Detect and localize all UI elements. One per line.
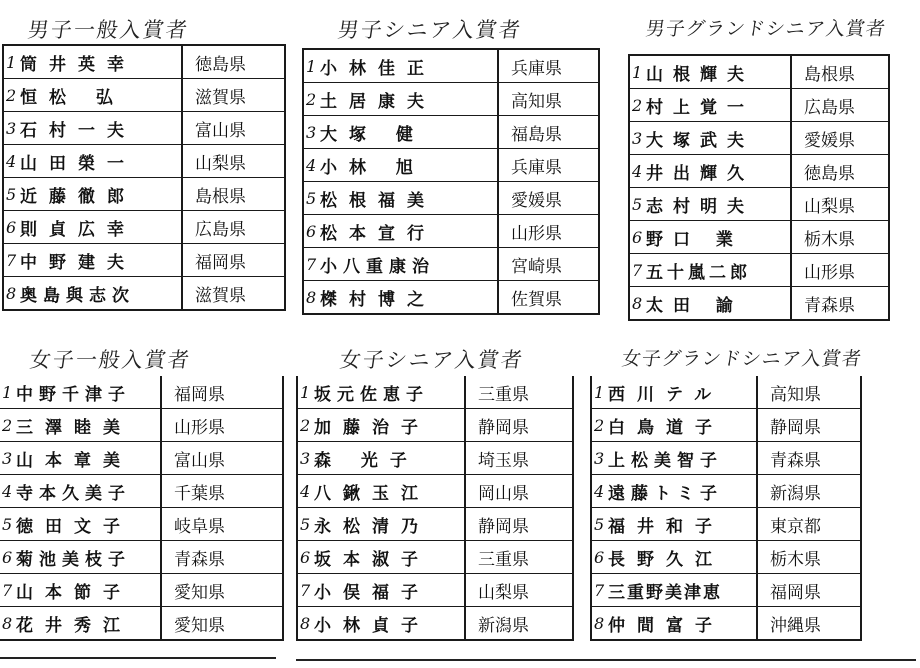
table-row bbox=[591, 574, 861, 607]
prefecture: 栃木県 bbox=[757, 541, 861, 574]
entrant-name: 山本章美 bbox=[16, 450, 132, 471]
rank-number: 7 bbox=[306, 254, 317, 274]
table-row bbox=[629, 89, 889, 122]
rank-number: 4 bbox=[2, 481, 13, 501]
entrant-name: 恒松 弘 bbox=[20, 87, 125, 108]
entrant-name: 井出輝久 bbox=[646, 163, 754, 184]
prefecture: 兵庫県 bbox=[498, 49, 599, 83]
entrant-name: 小八重康治 bbox=[320, 256, 435, 277]
rank-number: 5 bbox=[632, 194, 643, 214]
rank-number: 7 bbox=[594, 580, 605, 600]
entrant-name: 大塚 健 bbox=[320, 124, 425, 145]
table-row bbox=[297, 475, 573, 508]
entrant-name: 筒井英幸 bbox=[20, 54, 136, 75]
entrant-name: 長野久江 bbox=[608, 549, 724, 570]
table-row bbox=[591, 376, 861, 409]
prefecture: 静岡県 bbox=[465, 508, 573, 541]
entrant-name: 松根福美 bbox=[320, 190, 436, 211]
rank-number: 2 bbox=[594, 415, 605, 435]
table-row bbox=[591, 409, 861, 442]
rank-number: 2 bbox=[300, 415, 311, 435]
prefecture: 青森県 bbox=[804, 295, 855, 316]
rank-number: 2 bbox=[632, 95, 643, 115]
entrant-name: 松本宣行 bbox=[320, 223, 436, 244]
entrant-name: 花井秀江 bbox=[16, 615, 132, 636]
entrant-name: 森 光子 bbox=[314, 450, 419, 471]
rank-number: 4 bbox=[306, 155, 317, 175]
prefecture: 福島県 bbox=[498, 116, 599, 149]
rank-number: 6 bbox=[306, 221, 317, 241]
prefecture: 愛媛県 bbox=[498, 182, 599, 215]
table-row bbox=[591, 607, 861, 641]
prefecture: 佐賀県 bbox=[511, 289, 562, 310]
rank-number: 5 bbox=[594, 514, 605, 534]
entrant-name: 永松清乃 bbox=[314, 516, 430, 537]
table-row bbox=[303, 215, 599, 248]
prefecture: 静岡県 bbox=[757, 409, 861, 442]
table-row bbox=[303, 248, 599, 281]
entrant-name: 白鳥道子 bbox=[608, 417, 724, 438]
prefecture: 東京都 bbox=[757, 508, 861, 541]
entrant-name: 中野建夫 bbox=[20, 252, 136, 273]
rank-number: 1 bbox=[594, 382, 605, 402]
table-row bbox=[0, 508, 283, 541]
table-row bbox=[297, 442, 573, 475]
entrant-name: 山田榮一 bbox=[20, 153, 136, 174]
entrant-name: 坂元佐恵子 bbox=[314, 384, 429, 405]
table-row bbox=[3, 244, 285, 277]
table-row bbox=[629, 122, 889, 155]
prefecture: 愛知県 bbox=[174, 615, 225, 636]
bottom-rule bbox=[0, 657, 276, 659]
panel-title: 女子一般入賞者 bbox=[28, 348, 193, 372]
results-table bbox=[0, 376, 284, 641]
rank-number: 3 bbox=[300, 448, 311, 468]
rank-number: 1 bbox=[306, 56, 317, 76]
prefecture: 山梨県 bbox=[182, 145, 285, 178]
table-row bbox=[3, 112, 285, 145]
results-table bbox=[296, 376, 574, 641]
table-row bbox=[591, 541, 861, 574]
table-row bbox=[0, 607, 283, 641]
entrant-name: 小林貞子 bbox=[314, 615, 430, 636]
rank-number: 3 bbox=[594, 448, 605, 468]
rank-number: 8 bbox=[300, 613, 311, 633]
prefecture: 宮崎県 bbox=[498, 248, 599, 281]
rank-number: 4 bbox=[594, 481, 605, 501]
table-row bbox=[3, 145, 285, 178]
rank-number: 1 bbox=[632, 62, 643, 82]
entrant-name: 三重野美津恵 bbox=[608, 582, 722, 603]
entrant-name: 志村明夫 bbox=[646, 196, 754, 217]
prefecture: 富山県 bbox=[161, 442, 283, 475]
table-row bbox=[297, 574, 573, 607]
rank-number: 2 bbox=[6, 85, 17, 105]
panel-title: 女子グランドシニア入賞者 bbox=[620, 348, 864, 370]
table-row bbox=[303, 149, 599, 182]
table-row bbox=[3, 277, 285, 311]
rank-number: 8 bbox=[306, 287, 317, 307]
rank-number: 6 bbox=[300, 547, 311, 567]
rank-number: 4 bbox=[6, 151, 17, 171]
rank-number: 2 bbox=[2, 415, 13, 435]
rank-number: 6 bbox=[594, 547, 605, 567]
table-row bbox=[3, 178, 285, 211]
entrant-name: 小俣福子 bbox=[314, 582, 430, 603]
prefecture: 愛知県 bbox=[161, 574, 283, 607]
table-row bbox=[629, 254, 889, 287]
entrant-name: 加藤治子 bbox=[314, 417, 430, 438]
table-row bbox=[297, 607, 573, 641]
table-row bbox=[297, 508, 573, 541]
table-row bbox=[303, 281, 599, 315]
entrant-name: 五十嵐二郎 bbox=[646, 262, 751, 283]
rank-number: 3 bbox=[632, 128, 643, 148]
rank-number: 8 bbox=[6, 283, 17, 303]
rank-number: 5 bbox=[300, 514, 311, 534]
panel-title: 男子グランドシニア入賞者 bbox=[644, 18, 888, 40]
prefecture: 千葉県 bbox=[161, 475, 283, 508]
table-row bbox=[303, 49, 599, 83]
prefecture: 栃木県 bbox=[791, 221, 889, 254]
rank-number: 1 bbox=[300, 382, 311, 402]
table-row bbox=[0, 541, 283, 574]
prefecture: 山梨県 bbox=[791, 188, 889, 221]
rank-number: 6 bbox=[2, 547, 13, 567]
rank-number: 6 bbox=[632, 227, 643, 247]
rank-number: 7 bbox=[6, 250, 17, 270]
rank-number: 3 bbox=[2, 448, 13, 468]
prefecture: 島根県 bbox=[791, 55, 889, 89]
entrant-name: 八鍬玉江 bbox=[314, 483, 430, 504]
table-row bbox=[591, 508, 861, 541]
prefecture: 兵庫県 bbox=[498, 149, 599, 182]
table-row bbox=[629, 188, 889, 221]
prefecture: 山形県 bbox=[791, 254, 889, 287]
table-row bbox=[303, 116, 599, 149]
prefecture: 山梨県 bbox=[465, 574, 573, 607]
entrant-name: 太田 諭 bbox=[646, 295, 743, 316]
entrant-name: 仲間富子 bbox=[608, 615, 724, 636]
results-table bbox=[302, 48, 600, 315]
entrant-name: 寺本久美子 bbox=[16, 483, 131, 504]
panel-title: 女子シニア入賞者 bbox=[338, 348, 526, 372]
prefecture: 山形県 bbox=[498, 215, 599, 248]
rank-number: 5 bbox=[306, 188, 317, 208]
entrant-name: 菊池美枝子 bbox=[16, 549, 131, 570]
prefecture: 福岡県 bbox=[182, 244, 285, 277]
prefecture: 徳島県 bbox=[791, 155, 889, 188]
prefecture: 岐阜県 bbox=[161, 508, 283, 541]
prefecture: 広島県 bbox=[791, 89, 889, 122]
rank-number: 8 bbox=[632, 293, 643, 313]
entrant-name: 土居康夫 bbox=[320, 91, 436, 112]
entrant-name: 近藤徹郎 bbox=[20, 186, 136, 207]
rank-number: 4 bbox=[632, 161, 643, 181]
table-row bbox=[297, 541, 573, 574]
table-row bbox=[0, 409, 283, 442]
table-row bbox=[303, 83, 599, 116]
table-row bbox=[3, 79, 285, 112]
prefecture: 岡山県 bbox=[465, 475, 573, 508]
entrant-name: 奥島與志次 bbox=[20, 285, 135, 306]
prefecture: 山形県 bbox=[161, 409, 283, 442]
rank-number: 5 bbox=[6, 184, 17, 204]
rank-number: 1 bbox=[6, 52, 17, 72]
table-row bbox=[3, 45, 285, 79]
rank-number: 1 bbox=[2, 382, 13, 402]
table-row bbox=[0, 442, 283, 475]
entrant-name: 三澤睦美 bbox=[16, 417, 132, 438]
table-row bbox=[0, 376, 283, 409]
table-row bbox=[629, 221, 889, 254]
prefecture: 静岡県 bbox=[465, 409, 573, 442]
table-row bbox=[3, 211, 285, 244]
rank-number: 7 bbox=[300, 580, 311, 600]
rank-number: 3 bbox=[306, 122, 317, 142]
panel-title: 男子シニア入賞者 bbox=[336, 18, 524, 42]
rank-number: 5 bbox=[2, 514, 13, 534]
entrant-name: 則貞広幸 bbox=[20, 219, 136, 240]
prefecture: 島根県 bbox=[182, 178, 285, 211]
rank-number: 7 bbox=[632, 260, 643, 280]
prefecture: 高知県 bbox=[757, 376, 861, 409]
entrant-name: 中野千津子 bbox=[16, 384, 131, 405]
prefecture: 埼玉県 bbox=[465, 442, 573, 475]
prefecture: 徳島県 bbox=[182, 45, 285, 79]
table-row bbox=[297, 376, 573, 409]
entrant-name: 小林 旭 bbox=[320, 157, 425, 178]
entrant-name: 山本節子 bbox=[16, 582, 132, 603]
entrant-name: 小林佳正 bbox=[320, 58, 436, 79]
entrant-name: 石村一夫 bbox=[20, 120, 136, 141]
rank-number: 4 bbox=[300, 481, 311, 501]
entrant-name: 山根輝夫 bbox=[646, 64, 754, 85]
table-row bbox=[0, 574, 283, 607]
prefecture: 新潟県 bbox=[478, 615, 529, 636]
prefecture: 高知県 bbox=[498, 83, 599, 116]
entrant-name: 遠藤トミ子 bbox=[608, 483, 723, 504]
entrant-name: 西川テル bbox=[608, 384, 724, 405]
rank-number: 8 bbox=[594, 613, 605, 633]
rank-number: 6 bbox=[6, 217, 17, 237]
table-row bbox=[629, 55, 889, 89]
entrant-name: 野口 業 bbox=[646, 229, 743, 250]
prefecture: 愛媛県 bbox=[791, 122, 889, 155]
entrant-name: 大塚武夫 bbox=[646, 130, 754, 151]
prefecture: 青森県 bbox=[757, 442, 861, 475]
table-row bbox=[591, 475, 861, 508]
results-table bbox=[590, 376, 862, 641]
prefecture: 青森県 bbox=[161, 541, 283, 574]
prefecture: 滋賀県 bbox=[195, 285, 246, 306]
table-row bbox=[629, 287, 889, 321]
prefecture: 福岡県 bbox=[757, 574, 861, 607]
results-table bbox=[628, 54, 890, 321]
rank-number: 7 bbox=[2, 580, 13, 600]
rank-number: 3 bbox=[6, 118, 17, 138]
prefecture: 富山県 bbox=[182, 112, 285, 145]
bottom-rule bbox=[296, 659, 916, 661]
entrant-name: 榤村博之 bbox=[320, 289, 436, 310]
table-row bbox=[297, 409, 573, 442]
rank-number: 2 bbox=[306, 89, 317, 109]
rank-number: 8 bbox=[2, 613, 13, 633]
prefecture: 福岡県 bbox=[161, 376, 283, 409]
prefecture: 三重県 bbox=[465, 376, 573, 409]
prefecture: 新潟県 bbox=[757, 475, 861, 508]
table-row bbox=[303, 182, 599, 215]
panel-title: 男子一般入賞者 bbox=[26, 18, 191, 42]
prefecture: 三重県 bbox=[465, 541, 573, 574]
results-table bbox=[2, 44, 286, 311]
entrant-name: 村上覚一 bbox=[646, 97, 754, 118]
entrant-name: 福井和子 bbox=[608, 516, 724, 537]
table-row bbox=[0, 475, 283, 508]
entrant-name: 上松美智子 bbox=[608, 450, 723, 471]
table-row bbox=[629, 155, 889, 188]
prefecture: 沖縄県 bbox=[770, 615, 821, 636]
prefecture: 滋賀県 bbox=[182, 79, 285, 112]
prefecture: 広島県 bbox=[182, 211, 285, 244]
entrant-name: 坂本淑子 bbox=[314, 549, 430, 570]
entrant-name: 徳田文子 bbox=[16, 516, 132, 537]
table-row bbox=[591, 442, 861, 475]
